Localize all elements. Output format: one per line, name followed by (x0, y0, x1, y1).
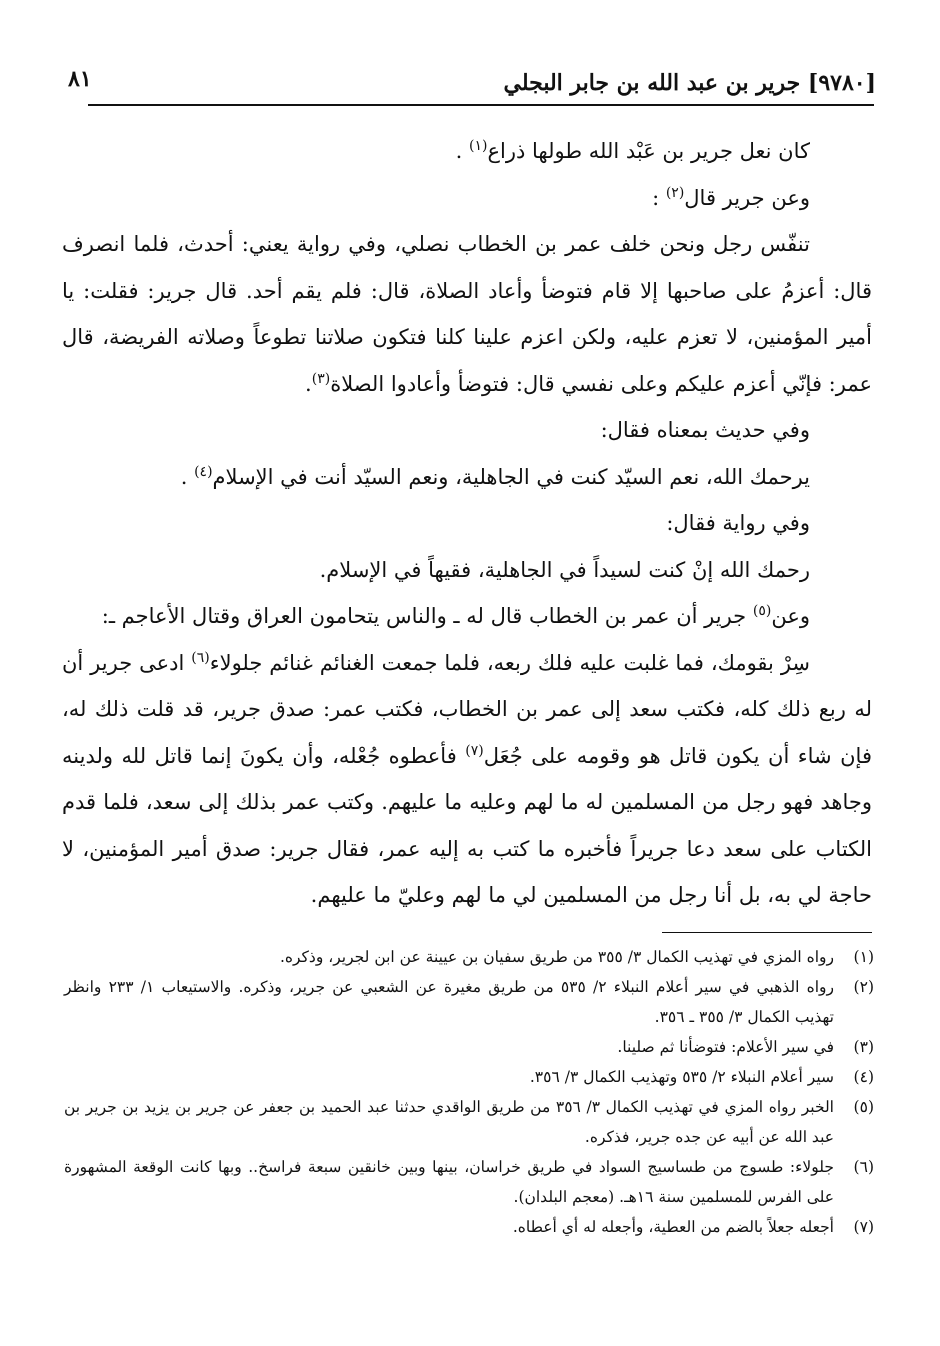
footnote-reference: (١) (469, 138, 488, 154)
punctuation: . (180, 464, 188, 489)
punctuation: . (455, 139, 463, 163)
footnote-text: في سير الأعلام: فتوضأنا ثم صلينا. (617, 1038, 834, 1056)
running-header (64, 62, 876, 106)
header-rule (88, 104, 874, 106)
footnotes (64, 942, 874, 1242)
footnote-number: (١) (853, 948, 874, 966)
footnote-item (64, 1062, 874, 1092)
footnote-number: (٢) (853, 978, 874, 996)
paragraph-umar-intro (62, 593, 872, 640)
footnote-reference: (٢) (665, 184, 685, 201)
paragraph-riwaya-intro: وفي رواية فقال: (666, 511, 810, 535)
paragraph-text: وعن جرير قال (684, 185, 810, 210)
footnote-number: (٤) (853, 1068, 874, 1086)
paragraph-text: يرحمك الله، نعم السيّد كنت في الجاهلية، ونعم السيّد أنت في الإسلام (212, 464, 810, 489)
paragraph-faqih-quote: رحمك الله إنْ كنت لسيداً في الجاهلية، فقيهاً في الإسلام. (319, 557, 810, 582)
footnote-number: (٣) (853, 1038, 874, 1056)
paragraph-text: تنفّس رجل ونحن خلف عمر بن الخطاب نصلي، وفي رواية يعني: أحدث، فلما انصرف قال: أعزمُ على صاحبها إلا قام فتوضأ وأعاد الصلاة، قال: فلم يقم أحد. قال جرير: فقلت: يا أمير المؤمنين، لا تعزم عليه، ولكن اعزم علينا كلنا فتكون صلاتنا تطوعاً وصلاته الفريضة، قال عمر: فإنّي أعزم عليكم وعلى نفسي قال: فتوضأ وأعادوا الصلاة (62, 232, 872, 396)
footnote-item (64, 1032, 874, 1062)
paragraph-text: كان نعل جرير بن عَبْد الله طولها ذراع (487, 139, 810, 163)
footnote-text: الخبر رواه المزي في تهذيب الكمال ٣/ ٣٥٦ من طريق الواقدي حدثنا عبد الحميد بن جعفر عن جرير بن يزيد بن جرير بن عبد الله عن أبيه عن جده جرير، فذكره. (64, 1098, 834, 1146)
punctuation: : (652, 185, 660, 210)
paragraph-prayer-story (62, 221, 872, 407)
footnote-text: رواه المزي في تهذيب الكمال ٣/ ٣٥٥ من طريق سفيان بن عيينة عن ابن لجرير، وذكره. (279, 948, 834, 966)
footnote-item (64, 1212, 874, 1242)
paragraph-hadith-intro: وفي حديث بمعناه فقال: (600, 418, 810, 442)
paragraph-text: وعن (771, 604, 810, 628)
paragraph-text: سِرْ بقومك، فما غلبت عليه فلك ربعه، فلما جمعت الغنائم غنائم جلولاء (209, 650, 810, 675)
main-text (62, 128, 872, 919)
footnote-text: رواه الذهبي في سير أعلام النبلاء ٢/ ٥٣٥ من طريق مغيرة عن الشعبي عن جرير، وذكره. والاستيعاب ١/ ٢٣٣ وانظر تهذيب الكمال ٣/ ٣٥٥ ـ ٣٥٦. (64, 978, 835, 1026)
page-number: ٨١ (68, 66, 92, 92)
footnote-reference: (٣) (311, 370, 331, 387)
footnote-reference: (٧) (465, 742, 484, 759)
footnote-item (64, 972, 874, 1032)
running-header-title: [٩٧٨٠] جرير بن عبد الله بن جابر البجلي (503, 70, 876, 96)
footnote-text: سير أعلام النبلاء ٢/ ٥٣٥ وتهذيب الكمال ٣/ ٣٥٦. (529, 1068, 834, 1086)
footnote-number: (٧) (853, 1218, 874, 1236)
paragraph-text: فأعطوه جُعْله، وأن يكونَ إنما قاتل لله ولدينه وجاهد فهو رجل من المسلمين له ما لهم وعليه ما عليهم. وكتب عمر بذلك إلى سعد، فلما قدم الكتاب على سعد دعا جريراً فأخبره ما كتب به إليه عمر، فقال جرير: صدق أمير المؤمنين، لا حاجة لي به، بل أنا رجل من المسلمين لي ما لهم وعليّ ما عليهم. (62, 743, 872, 907)
footnote-item (64, 1152, 874, 1212)
footnote-number: (٥) (853, 1098, 874, 1116)
punctuation: . (305, 371, 312, 396)
paragraph-sayyid-quote (62, 454, 872, 501)
paragraph-text: ادعى جرير أن له ربع ذلك كله، فكتب سعد إلى عمر بن الخطاب، فكتب عمر: صدق جرير، قد قلت ذلك له، فإن شاء أن يكون قاتل هو وقومه على جُعَل (62, 650, 872, 768)
footnote-text: أجعله جعلاً بالضم من العطية، وأجعله له أي أعطاه. (512, 1218, 834, 1236)
paragraph-sandal (62, 128, 872, 175)
paragraph-text: جرير أن عمر بن الخطاب قال له ـ والناس يتحامون العراق وقتال الأعاجم ـ: (101, 604, 747, 628)
footnote-reference: (٦) (191, 649, 210, 666)
footnote-reference: (٥) (752, 603, 772, 619)
paragraph-jalula-story (62, 640, 872, 919)
footnote-item (64, 942, 874, 972)
footnote-number: (٦) (853, 1158, 874, 1176)
footnote-reference: (٤) (194, 463, 213, 480)
footnote-rule (662, 932, 872, 933)
paragraph-narration-intro (62, 175, 872, 222)
footnote-text: جلولاء: طسوج من طساسيج السواد في طريق خراسان، بينها وبين خانقين سبعة فراسخ.. وبها كانت الوقعة المشهورة على الفرس للمسلمين سنة ١٦هـ. (معجم البلدان). (64, 1158, 834, 1206)
footnote-item (64, 1092, 874, 1152)
